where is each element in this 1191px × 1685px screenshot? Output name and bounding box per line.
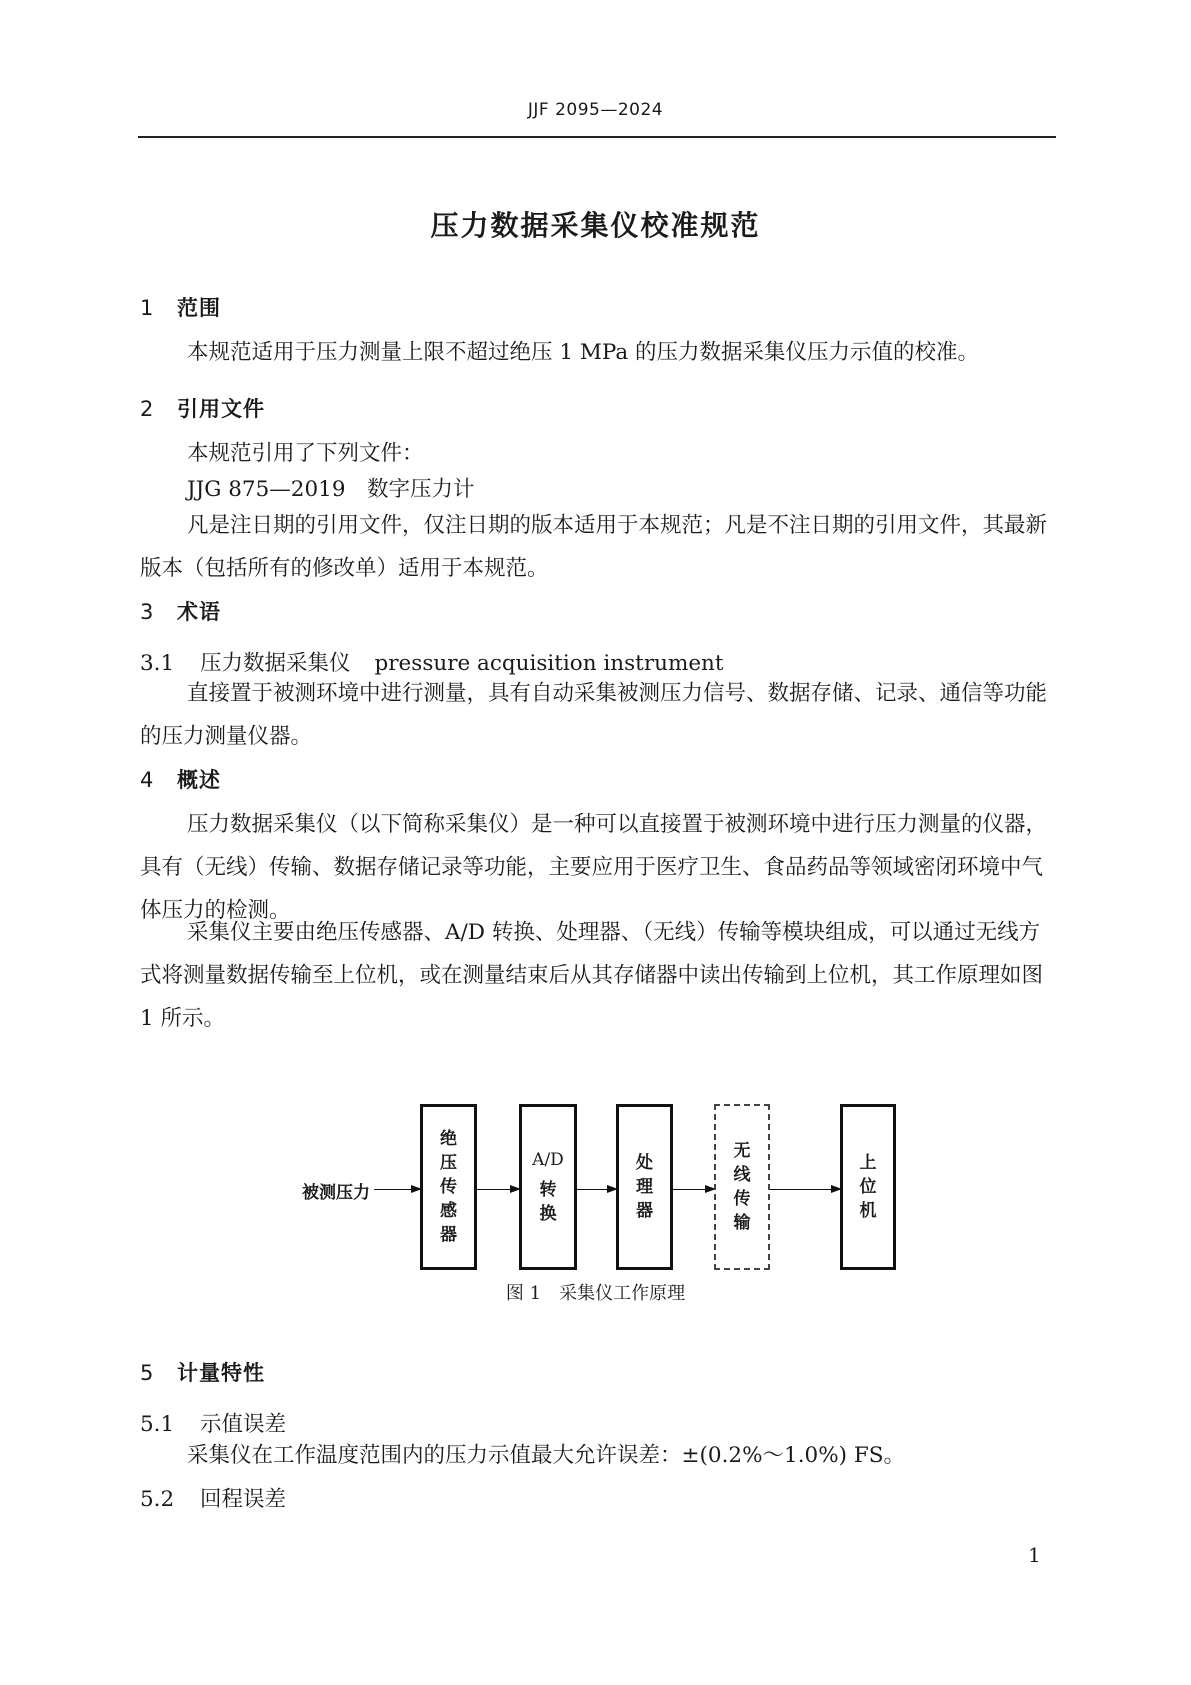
figure-caption: 图 1 采集仪工作原理 — [505, 1283, 686, 1304]
term-name: 压力数据采集仪 — [200, 651, 351, 676]
arrow-sensor-to-ad — [477, 1189, 519, 1190]
term-english: pressure acquisition instrument — [374, 651, 724, 676]
page-title: 压力数据采集仪校准规范 — [430, 209, 761, 242]
subsection-5-2 — [140, 1482, 286, 1513]
section-number: 2 — [140, 397, 155, 421]
document-code: JJF 2095—2024 — [527, 100, 664, 120]
block-label: 上位机 — [859, 1153, 877, 1221]
section-number: 4 — [140, 768, 155, 792]
block-label-top: A/D — [532, 1150, 564, 1170]
arrow-input — [374, 1189, 420, 1190]
block-label: 转换 — [539, 1180, 557, 1224]
section-number: 3 — [140, 600, 155, 624]
section-4-heading — [140, 764, 221, 794]
section-1-paragraph — [140, 331, 1058, 374]
block-absolute-sensor — [420, 1104, 477, 1270]
paragraph-text: 本规范引用了下列文件： — [187, 441, 424, 466]
block-wireless-transmission — [714, 1104, 770, 1270]
section-title: 引用文件 — [177, 397, 265, 421]
section-title: 范围 — [177, 296, 221, 320]
reference-text: JJG 875—2019 数字压力计 — [187, 477, 475, 502]
subsection-number: 5.2 — [140, 1487, 175, 1512]
block-host-computer — [840, 1104, 896, 1270]
section-title: 概述 — [177, 768, 221, 792]
block-processor — [616, 1104, 673, 1270]
section-2-heading — [140, 393, 265, 423]
page-number: 1 — [1028, 1543, 1041, 1567]
paragraph-text: 本规范适用于压力测量上限不超过绝压 1 MPa 的压力数据采集仪压力示值的校准。 — [187, 340, 980, 365]
paragraph-text: 压力数据采集仪（以下简称采集仪）是一种可以直接置于被测环境中进行压力测量的仪器，具有（无线）传输、数据存储记录等功能，主要应用于医疗卫生、食品药品等领域密闭环境中气体压力的检测。 — [140, 812, 1048, 923]
section-1-heading — [140, 292, 221, 322]
header-rule — [138, 136, 1056, 138]
block-ad-converter — [519, 1104, 577, 1270]
block-label: 处理器 — [635, 1153, 653, 1221]
paragraph-text: 采集仪在工作温度范围内的压力示值最大允许误差：±(0.2%～1.0%) FS。 — [187, 1443, 906, 1468]
arrow-wireless-to-host — [770, 1189, 840, 1190]
arrow-processor-to-wireless — [673, 1189, 714, 1190]
section-5-heading — [140, 1357, 265, 1387]
section-2-note — [140, 504, 1058, 590]
subsection-number: 5.1 — [140, 1412, 175, 1437]
paragraph-text: 直接置于被测环境中进行测量，具有自动采集被测压力信号、数据存储、记录、通信等功能的压力测量仪器。 — [140, 681, 1048, 749]
subsection-title: 示值误差 — [200, 1412, 287, 1437]
arrow-ad-to-processor — [577, 1189, 616, 1190]
section-title: 术语 — [177, 600, 221, 624]
section-3-heading — [140, 596, 221, 626]
section-number: 1 — [140, 296, 155, 320]
section-title: 计量特性 — [177, 1361, 265, 1385]
block-label: 绝压传感器 — [439, 1129, 457, 1245]
subsection-title: 回程误差 — [200, 1487, 287, 1512]
paragraph-text: 凡是注日期的引用文件，仅注日期的版本适用于本规范；凡是不注日期的引用文件，其最新版本（包括所有的修改单）适用于本规范。 — [140, 513, 1048, 581]
section-number: 5 — [140, 1361, 155, 1385]
subsection-5-1-paragraph — [140, 1434, 1058, 1477]
section-4-paragraph-2 — [140, 911, 1058, 1040]
paragraph-text: 采集仪主要由绝压传感器、A/D 转换、处理器、（无线）传输等模块组成，可以通过无线方式将测量数据传输至上位机，或在测量结束后从其存储器中读出传输到上位机，其工作原理如图 1 所示。 — [140, 920, 1044, 1031]
subsection-number: 3.1 — [140, 651, 175, 676]
subsection-3-1-definition — [140, 672, 1058, 758]
block-label: 无线传输 — [733, 1141, 751, 1233]
figure-input-label: 被测压力 — [302, 1183, 370, 1203]
